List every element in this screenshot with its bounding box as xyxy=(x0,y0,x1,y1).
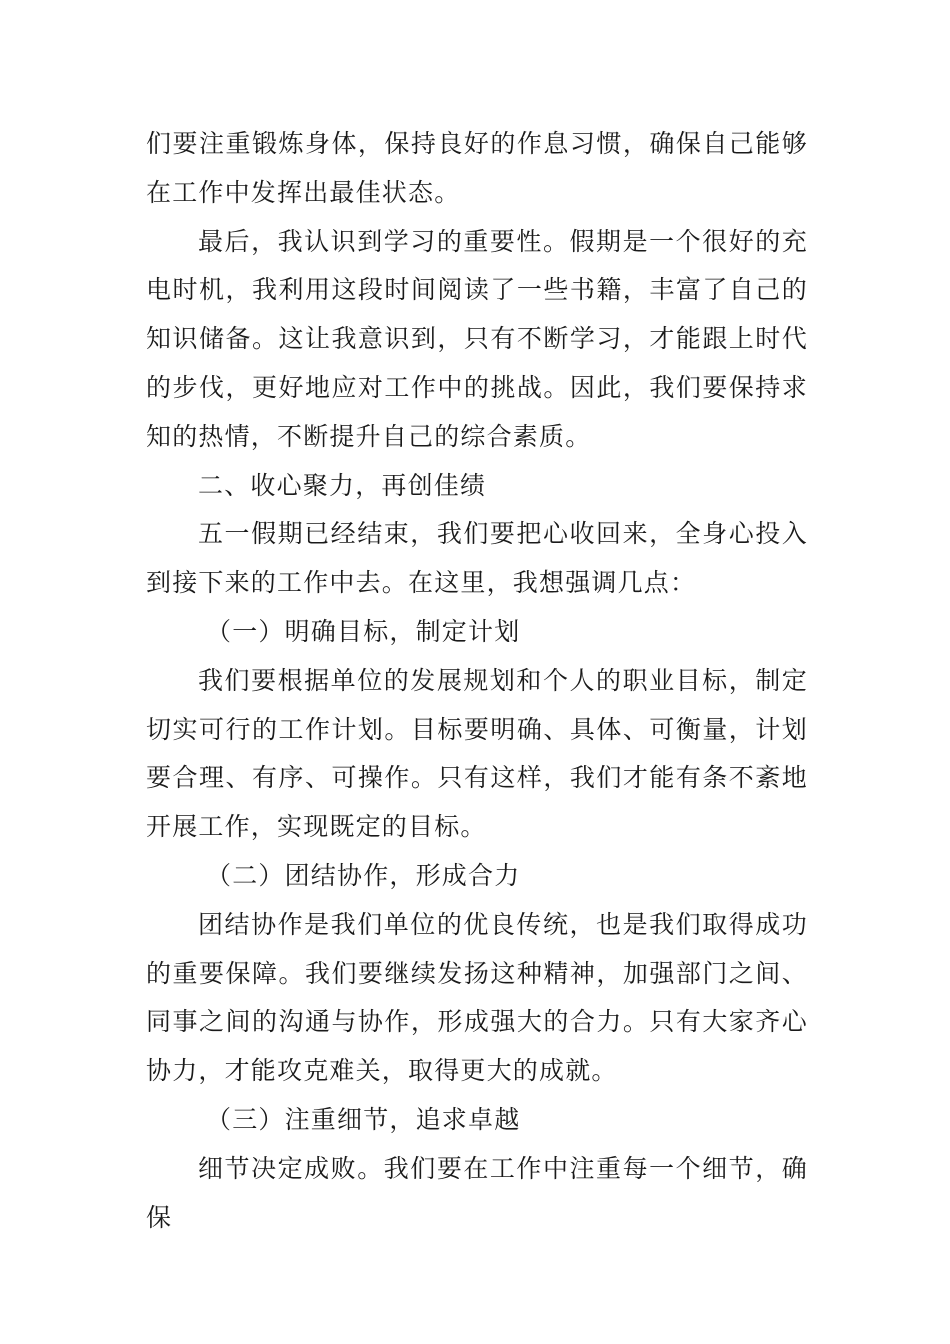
subheading-2: （二）团结协作，形成合力 xyxy=(206,860,521,890)
body-paragraph-goals: 我们要根据单位的发展规划和个人的职业目标，制定切实可行的工作计划。目标要明确、具体、可衡量，计划要合理、有序、可操作。只有这样，我们才能有条不紊地开展工作，实现既定的目标。 xyxy=(146,665,808,842)
subheading-3: （三）注重细节，追求卓越 xyxy=(206,1104,521,1134)
document-body xyxy=(146,120,808,1242)
body-paragraph-intro: 五一假期已经结束，我们要把心收回来，全身心投入到接下来的工作中去。在这里，我想强调几点： xyxy=(146,519,808,598)
body-paragraph-details: 细节决定成败。我们要在工作中注重每一个细节，确保 xyxy=(146,1153,808,1232)
section-heading-2: 二、收心聚力，再创佳绩 xyxy=(198,470,487,500)
continuation-paragraph: 们要注重锻炼身体，保持良好的作息习惯，确保自己能够在工作中发挥出最佳状态。 xyxy=(146,129,808,207)
body-paragraph-teamwork: 团结协作是我们单位的优良传统，也是我们取得成功的重要保障。我们要继续发扬这种精神，加强部门之间、同事之间的沟通与协作，形成强大的合力。只有大家齐心协力，才能攻克难关，取得更大的成就。 xyxy=(146,909,808,1086)
subheading-1: （一）明确目标，制定计划 xyxy=(206,616,521,646)
body-paragraph-learning: 最后，我认识到学习的重要性。假期是一个很好的充电时机，我利用这段时间阅读了一些书籍，丰富了自己的知识储备。这让我意识到，只有不断学习，才能跟上时代的步伐，更好地应对工作中的挑战。因此，我们要保持求知的热情，不断提升自己的综合素质。 xyxy=(146,226,808,451)
